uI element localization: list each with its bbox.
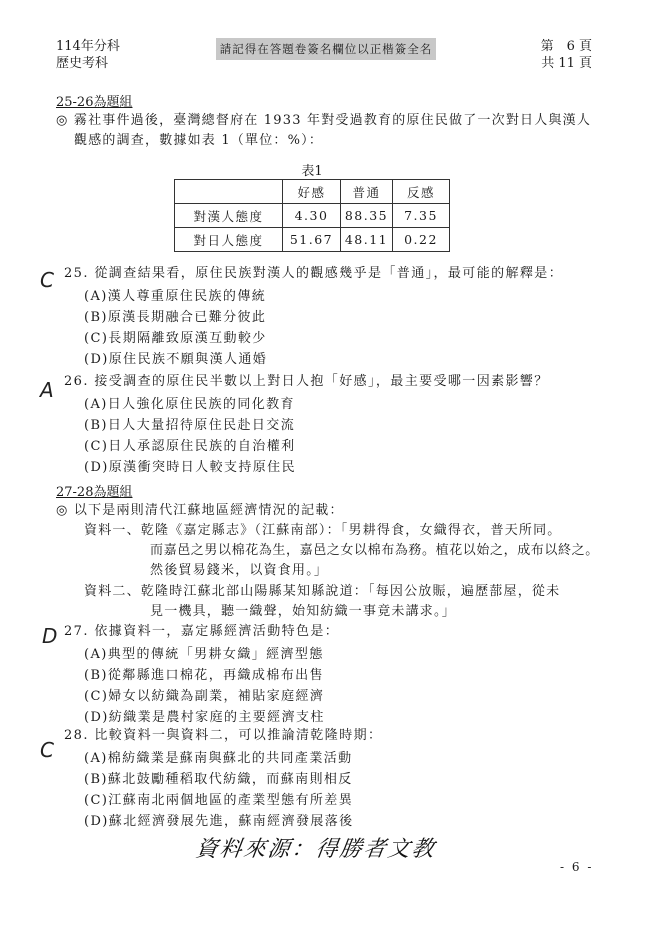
question-26-option-c[interactable]: (C)日人承認原住民族的自治權利 [84,439,296,454]
question-27-option-b[interactable]: (B)從鄰縣進口棉花，再織成棉布出售 [84,668,324,683]
source1-line2: 而嘉邑之男以棉花為生，嘉邑之女以棉布為務。植花以始之，成布以終之。 [150,543,599,558]
table-header-cell: 反感 [393,180,450,204]
source2-line1: 資料二、乾隆時江蘇北部山陽縣某知縣說道：「每因公放賑，遍歷蔀屋，從未 [84,584,561,599]
table-cell: 7.35 [393,204,450,228]
group-title-25-26: 25-26為題組 [56,95,133,110]
exam-header-right [534,38,592,72]
source1-line1: 資料一、乾隆《嘉定縣志》（江蘇南部）：「男耕得食，女織得衣，普天所同。 [84,523,562,538]
question-27-option-a[interactable]: (A)典型的傳統「男耕女織」經濟型態 [84,647,324,662]
question-26-option-a[interactable]: (A)日人強化原住民族的同化教育 [84,397,295,412]
page-current: 第 6 頁 [540,39,592,54]
question-28-option-d[interactable]: (D)蘇北經濟發展先進，蘇南經濟發展落後 [84,814,354,829]
question-25-option-c[interactable]: (C)長期隔離致原漢互動較少 [84,331,267,346]
survey-table [174,179,450,252]
table-cell: 88.35 [341,204,393,228]
source1-line3: 然後貿易錢米，以資食用。」 [150,563,329,578]
group1-intro-line1: ◎ 霧社事件過後，臺灣總督府在 1933 年對受過教育的原住民做了一次對日人與漢人 [56,113,592,128]
question-26-option-d[interactable]: (D)原漢衝突時日人較支持原住民 [84,460,296,475]
question-28-stem: 28. 比較資料一與資料二，可以推論清乾隆時期： [64,728,383,743]
exam-header-left [56,38,120,72]
table-cell: 對日人態度 [175,228,283,252]
handwritten-answer-27: D [42,624,58,648]
table-cell: 0.22 [393,228,450,252]
handwritten-source-note: 資料來源：得勝者文教 [193,837,438,862]
table-cell: 4.30 [283,204,341,228]
question-26-option-b[interactable]: (B)日人大量招待原住民赴日交流 [84,418,296,433]
table-caption: 表1 [301,164,323,179]
page-total: 共 11 頁 [541,56,592,71]
handwritten-answer-28: C [40,738,54,762]
table-header-cell: 好感 [283,180,341,204]
source2-line2: 見一機具，聽一織聲，始知紡織一事竟未講求。」 [150,604,456,619]
group-title-27-28: 27-28為題組 [56,485,133,500]
question-25-option-a[interactable]: (A)漢人尊重原住民族的傳統 [84,289,267,304]
question-28-option-b[interactable]: (B)蘇北鼓勵種稻取代紡織，而蘇南則相反 [84,772,353,787]
table-cell: 對漢人態度 [175,204,283,228]
table-header-cell [175,180,283,204]
question-27-option-c[interactable]: (C)婦女以紡織為副業，補貼家庭經濟 [84,689,325,704]
signature-notice-banner: 請記得在答題卷簽名欄位以正楷簽全名 [216,38,436,60]
question-27-stem: 27. 依據資料一，嘉定縣經濟活動特色是： [64,624,340,639]
question-28-option-a[interactable]: (A)棉紡織業是蘇南與蘇北的共同產業活動 [84,751,353,766]
handwritten-answer-25: C [40,268,54,292]
page-number: - 6 - [560,860,594,874]
question-25-stem: 25. 從調查結果看，原住民族對漢人的觀感幾乎是「普通」，最可能的解釋是： [64,266,564,281]
table-row [175,204,450,228]
exam-subject: 歷史考科 [56,56,109,71]
table-cell: 51.67 [283,228,341,252]
group1-intro-line2: 觀感的調查，數據如表 1（單位：%）： [74,133,324,148]
table-cell: 48.11 [341,228,393,252]
question-25-option-d[interactable]: (D)原住民族不願與漢人通婚 [84,352,268,367]
group2-intro: ◎ 以下是兩則清代江蘇地區經濟情況的記載： [56,503,344,518]
exam-year: 114年分科 [56,39,120,54]
table-header-cell: 普通 [341,180,393,204]
question-28-option-c[interactable]: (C)江蘇南北兩個地區的產業型態有所差異 [84,793,354,808]
question-27-option-d[interactable]: (D)紡織業是農村家庭的主要經濟支柱 [84,710,325,725]
question-25-option-b[interactable]: (B)原漢長期融合已難分彼此 [84,310,267,325]
table-row [175,228,450,252]
question-26-stem: 26. 接受調查的原住民半數以上對日人抱「好感」，最主要受哪一因素影響？ [64,374,549,389]
handwritten-answer-26: A [40,378,54,402]
table-header-row [175,180,450,204]
